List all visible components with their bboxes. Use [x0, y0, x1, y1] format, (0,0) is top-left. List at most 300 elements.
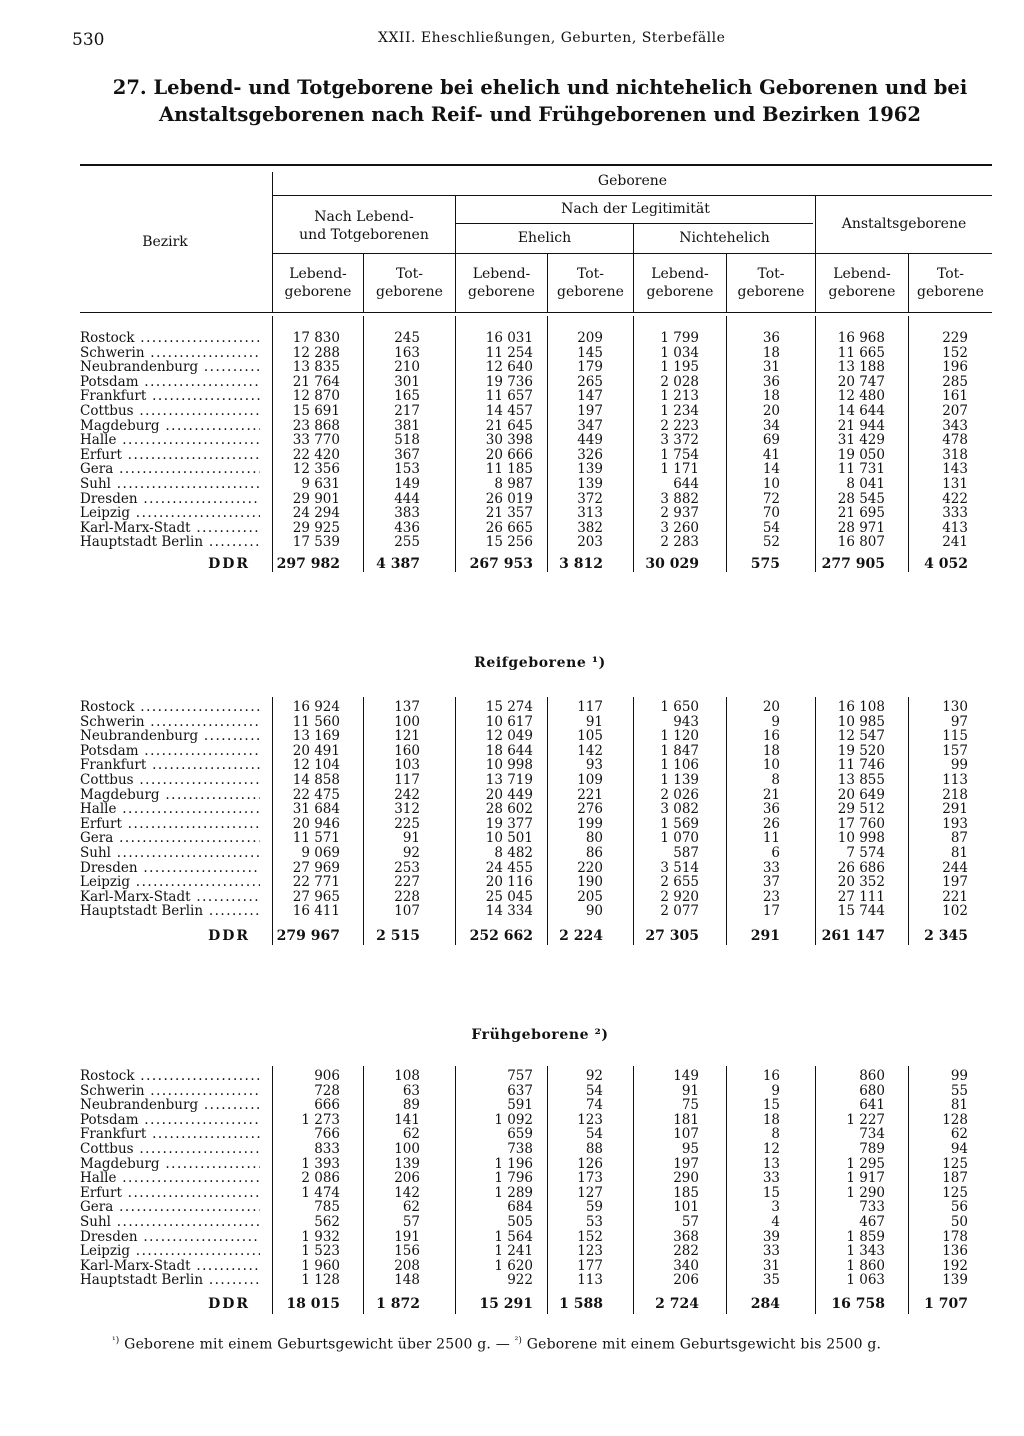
- table-cell: 80: [585, 830, 603, 846]
- table-cell: 99: [950, 1068, 968, 1084]
- total-cell: 261 147: [821, 928, 885, 944]
- table-cell: 12 480: [837, 388, 885, 404]
- table-cell: 1 523: [301, 1243, 340, 1259]
- table-cell: 21 357: [485, 505, 533, 521]
- table-cell: 50: [950, 1214, 968, 1230]
- table-cell: 285: [942, 374, 968, 390]
- table-row: [0, 1069, 1024, 1084]
- table-row: [0, 729, 1024, 744]
- table-cell: 229: [942, 330, 968, 346]
- table-cell: 15 274: [485, 699, 533, 715]
- table-cell: 103: [394, 757, 420, 773]
- table-cell: 860: [859, 1068, 885, 1084]
- table-cell: 197: [577, 403, 603, 419]
- table-cell: 2 026: [660, 787, 699, 803]
- table-cell: 10 998: [485, 757, 533, 773]
- table-cell: 63: [402, 1083, 420, 1099]
- table-cell: 123: [577, 1243, 603, 1259]
- table-cell: 142: [394, 1185, 420, 1201]
- table-cell: 161: [942, 388, 968, 404]
- table-cell: 326: [577, 447, 603, 463]
- table-cell: 1 227: [846, 1112, 885, 1128]
- table-cell: 14 858: [292, 772, 340, 788]
- table-cell: 33: [762, 860, 780, 876]
- table-cell: 100: [394, 1141, 420, 1157]
- table-cell: 90: [585, 903, 603, 919]
- table-cell: 1 917: [846, 1170, 885, 1186]
- table-row: [0, 1200, 1024, 1215]
- table-cell: 128: [942, 1112, 968, 1128]
- header-nach-lebend-line2: und Totgeborenen: [299, 227, 429, 243]
- table-cell: 347: [577, 418, 603, 434]
- header-nach-lebend-line1: Nach Lebend-: [314, 209, 414, 225]
- header-ehelich: Ehelich: [517, 230, 572, 246]
- table-row: [0, 433, 1024, 448]
- total-label: DDR: [208, 1296, 250, 1312]
- table-cell: 8 482: [494, 845, 533, 861]
- table-cell: 1 290: [846, 1185, 885, 1201]
- table-cell: 2 920: [660, 889, 699, 905]
- table-cell: 1 474: [301, 1185, 340, 1201]
- table-cell: 3: [771, 1199, 780, 1215]
- bezirk-name: Cottbus .....: [80, 404, 260, 419]
- bezirk-name: Potsdam .....: [80, 1113, 260, 1128]
- table-cell: 637: [507, 1083, 533, 1099]
- table-cell: 75: [681, 1097, 699, 1113]
- table-cell: 7 574: [846, 845, 885, 861]
- table-cell: 17 760: [837, 816, 885, 832]
- total-cell: 2 224: [559, 928, 603, 944]
- total-cell: 2 345: [924, 928, 968, 944]
- table-cell: 39: [762, 1229, 780, 1245]
- table-cell: 12 547: [837, 728, 885, 744]
- table-cell: 244: [942, 860, 968, 876]
- header-col-tot-3: [727, 265, 815, 301]
- table-cell: 100: [394, 714, 420, 730]
- table-cell: 191: [394, 1229, 420, 1245]
- table-cell: 113: [942, 772, 968, 788]
- table-cell: 70: [762, 505, 780, 521]
- table-cell: 12 870: [292, 388, 340, 404]
- table-cell: 22 771: [292, 874, 340, 890]
- table-cell: 109: [577, 772, 603, 788]
- table-cell: 253: [394, 860, 420, 876]
- header-lebend-text: Lebend-: [651, 266, 709, 282]
- table-cell: 1 564: [494, 1229, 533, 1245]
- table-cell: 290: [673, 1170, 699, 1186]
- table-cell: 157: [942, 743, 968, 759]
- table-cell: 3 260: [660, 520, 699, 536]
- bezirk-name: Suhl .....: [80, 477, 260, 492]
- table-cell: 14 644: [837, 403, 885, 419]
- table-cell: 1 070: [660, 830, 699, 846]
- table-cell: 177: [577, 1258, 603, 1274]
- page-number: 530: [72, 30, 105, 50]
- table-cell: 666: [314, 1097, 340, 1113]
- table-cell: 178: [942, 1229, 968, 1245]
- table-cell: 1 295: [846, 1156, 885, 1172]
- table-cell: 21 944: [837, 418, 885, 434]
- table-cell: 245: [394, 330, 420, 346]
- bezirk-name: Karl-Marx-Stadt .....: [80, 521, 260, 536]
- table-cell: 11 657: [485, 388, 533, 404]
- table-row: [0, 360, 1024, 375]
- header-lebend-text: Lebend-: [472, 266, 531, 282]
- footnote: [112, 1336, 881, 1353]
- table-cell: 1 569: [660, 816, 699, 832]
- table-row: [0, 506, 1024, 521]
- table-cell: 18: [762, 743, 780, 759]
- table-row: [0, 1098, 1024, 1113]
- table-cell: 206: [394, 1170, 420, 1186]
- table-cell: 1 860: [846, 1258, 885, 1274]
- table-cell: 20: [762, 699, 780, 715]
- table-cell: 74: [585, 1097, 603, 1113]
- table-row: [0, 462, 1024, 477]
- table-cell: 17 830: [292, 330, 340, 346]
- table-cell: 117: [577, 699, 603, 715]
- table-cell: 12 288: [292, 345, 340, 361]
- bezirk-name: Leipzig .....: [80, 506, 260, 521]
- table-cell: 28 971: [837, 520, 885, 536]
- table-title-line-1: 27. Lebend- und Totgeborene bei ehelich und nichtehelich Geborenen und bei: [112, 76, 968, 99]
- table-cell: 57: [402, 1214, 420, 1230]
- table-cell: 149: [394, 476, 420, 492]
- table-cell: 28 545: [837, 491, 885, 507]
- table-cell: 139: [577, 461, 603, 477]
- table-cell: 2 028: [660, 374, 699, 390]
- table-cell: 1 128: [301, 1272, 340, 1288]
- table-cell: 16 924: [292, 699, 340, 715]
- table-cell: 1 932: [301, 1229, 340, 1245]
- table-row: [0, 1142, 1024, 1157]
- table-cell: 62: [402, 1199, 420, 1215]
- table-cell: 185: [673, 1185, 699, 1201]
- total-cell: 297 982: [276, 556, 340, 572]
- bezirk-name: Gera .....: [80, 462, 260, 477]
- table-cell: 1 106: [660, 757, 699, 773]
- table-cell: 163: [394, 345, 420, 361]
- table-cell: 518: [394, 432, 420, 448]
- table-cell: 20 352: [837, 874, 885, 890]
- table-cell: 153: [394, 461, 420, 477]
- bezirk-name: Rostock .....: [80, 331, 260, 346]
- table-cell: 478: [942, 432, 968, 448]
- table-cell: 757: [507, 1068, 533, 1084]
- table-cell: 54: [585, 1126, 603, 1142]
- table-cell: 1 171: [660, 461, 699, 477]
- table-cell: 340: [673, 1258, 699, 1274]
- table-cell: 143: [942, 461, 968, 477]
- table-cell: 19 377: [485, 816, 533, 832]
- bezirk-name: Halle .....: [80, 433, 260, 448]
- table-cell: 210: [394, 359, 420, 375]
- table-cell: 179: [577, 359, 603, 375]
- table-cell: 14: [762, 461, 780, 477]
- table-cell: 2 937: [660, 505, 699, 521]
- table-cell: 27 969: [292, 860, 340, 876]
- bezirk-name: Dresden .....: [80, 492, 260, 507]
- table-cell: 16 031: [485, 330, 533, 346]
- header-geborene: Geborene: [597, 173, 668, 189]
- table-cell: 187: [942, 1170, 968, 1186]
- table-cell: 11 254: [485, 345, 533, 361]
- bezirk-name: Leipzig .....: [80, 875, 260, 890]
- header-top-rule: [80, 164, 992, 166]
- table-cell: 209: [577, 330, 603, 346]
- table-cell: 1 960: [301, 1258, 340, 1274]
- table-cell: 383: [394, 505, 420, 521]
- table-cell: 21 695: [837, 505, 885, 521]
- header-rule-geborene: [272, 195, 992, 196]
- bezirk-name: Karl-Marx-Stadt .....: [80, 890, 260, 905]
- table-cell: 728: [314, 1083, 340, 1099]
- table-cell: 31: [762, 1258, 780, 1274]
- table-cell: 785: [314, 1199, 340, 1215]
- table-cell: 1 241: [494, 1243, 533, 1259]
- table-cell: 181: [673, 1112, 699, 1128]
- header-tot-text: geborene: [376, 284, 443, 300]
- table-row: [0, 831, 1024, 846]
- bezirk-name: Erfurt .....: [80, 1186, 260, 1201]
- table-cell: 91: [585, 714, 603, 730]
- header-lebend-text: geborene: [646, 284, 714, 300]
- table-cell: 33: [762, 1243, 780, 1259]
- bezirk-name: Frankfurt .....: [80, 758, 260, 773]
- table-cell: 148: [394, 1272, 420, 1288]
- header-tot-text: Tot-: [395, 266, 424, 282]
- header-anstaltsgeborene: Anstaltsgeborene: [841, 216, 967, 232]
- total-cell: 1 588: [559, 1296, 603, 1312]
- table-cell: 1 092: [494, 1112, 533, 1128]
- table-cell: 1 034: [660, 345, 699, 361]
- table-cell: 28 602: [485, 801, 533, 817]
- table-cell: 17 539: [292, 534, 340, 550]
- table-cell: 57: [681, 1214, 699, 1230]
- table-cell: 3 082: [660, 801, 699, 817]
- table-cell: 2 655: [660, 874, 699, 890]
- total-cell: 15 291: [479, 1296, 533, 1312]
- table-cell: 218: [942, 787, 968, 803]
- footnote-text-1: Geborene mit einem Geburtsgewicht über 2500 g. —: [119, 1336, 515, 1353]
- table-cell: 11 571: [292, 830, 340, 846]
- bezirk-name: Halle .....: [80, 1171, 260, 1186]
- table-row: [0, 758, 1024, 773]
- table-cell: 16 968: [837, 330, 885, 346]
- table-cell: 313: [577, 505, 603, 521]
- table-cell: 659: [507, 1126, 533, 1142]
- table-cell: 242: [394, 787, 420, 803]
- table-cell: 562: [314, 1214, 340, 1230]
- bezirk-name: Hauptstadt Berlin .....: [80, 904, 260, 919]
- bezirk-name: Cottbus .....: [80, 773, 260, 788]
- table-cell: 906: [314, 1068, 340, 1084]
- table-cell: 18: [762, 345, 780, 361]
- header-col-tot-2: [548, 265, 633, 301]
- table-cell: 26: [762, 816, 780, 832]
- table-cell: 33: [762, 1170, 780, 1186]
- total-cell: 279 967: [276, 928, 340, 944]
- table-cell: 333: [942, 505, 968, 521]
- table-cell: 265: [577, 374, 603, 390]
- table-cell: 23: [762, 889, 780, 905]
- table-cell: 81: [950, 845, 968, 861]
- table-row: [0, 773, 1024, 788]
- bezirk-name: Rostock .....: [80, 1069, 260, 1084]
- table-cell: 276: [577, 801, 603, 817]
- table-cell: 9 631: [301, 476, 340, 492]
- total-cell: 3 812: [559, 556, 603, 572]
- bezirk-name: Hauptstadt Berlin .....: [80, 1273, 260, 1288]
- table-cell: 1 796: [494, 1170, 533, 1186]
- table-cell: 4: [771, 1214, 780, 1230]
- table-cell: 36: [762, 374, 780, 390]
- total-cell: 16 758: [831, 1296, 885, 1312]
- total-cell: 267 953: [469, 556, 533, 572]
- table-cell: 149: [673, 1068, 699, 1084]
- bezirk-name: Magdeburg .....: [80, 419, 260, 434]
- table-cell: 1 847: [660, 743, 699, 759]
- header-nach-lebend: [273, 208, 455, 244]
- table-cell: 591: [507, 1097, 533, 1113]
- table-cell: 10: [762, 476, 780, 492]
- bezirk-name: Neubrandenburg .....: [80, 360, 260, 375]
- table-cell: 368: [673, 1229, 699, 1245]
- bezirk-name: Rostock .....: [80, 700, 260, 715]
- table-cell: 115: [942, 728, 968, 744]
- table-cell: 24 294: [292, 505, 340, 521]
- table-cell: 684: [507, 1199, 533, 1215]
- bezirk-name: Schwerin .....: [80, 715, 260, 730]
- bezirk-name: Potsdam .....: [80, 744, 260, 759]
- table-cell: 1 063: [846, 1272, 885, 1288]
- total-cell: 277 905: [821, 556, 885, 572]
- header-rule-subgroups: [272, 253, 992, 254]
- table-cell: 20 747: [837, 374, 885, 390]
- table-cell: 766: [314, 1126, 340, 1142]
- table-row: [0, 404, 1024, 419]
- table-cell: 173: [577, 1170, 603, 1186]
- bezirk-name: Magdeburg .....: [80, 788, 260, 803]
- table-cell: 56: [950, 1199, 968, 1215]
- table-cell: 372: [577, 491, 603, 507]
- footnote-marker-1: ¹): [112, 1336, 120, 1346]
- table-cell: 137: [394, 699, 420, 715]
- table-cell: 467: [859, 1214, 885, 1230]
- table-cell: 255: [394, 534, 420, 550]
- table-cell: 29 512: [837, 801, 885, 817]
- table-cell: 2 086: [301, 1170, 340, 1186]
- table-cell: 10 501: [485, 830, 533, 846]
- table-cell: 15 256: [485, 534, 533, 550]
- table-cell: 13 855: [837, 772, 885, 788]
- table-cell: 37: [762, 874, 780, 890]
- table-cell: 203: [577, 534, 603, 550]
- table-cell: 22 420: [292, 447, 340, 463]
- table-cell: 1 273: [301, 1112, 340, 1128]
- header-rule-legitimitaet: [455, 223, 813, 224]
- table-cell: 102: [942, 903, 968, 919]
- table-cell: 15 691: [292, 403, 340, 419]
- table-cell: 16 108: [837, 699, 885, 715]
- total-label: DDR: [208, 556, 250, 572]
- table-cell: 107: [673, 1126, 699, 1142]
- table-cell: 8: [771, 1126, 780, 1142]
- bezirk-name: Hauptstadt Berlin .....: [80, 535, 260, 550]
- table-cell: 147: [577, 388, 603, 404]
- table-cell: 156: [394, 1243, 420, 1259]
- table-cell: 220: [577, 860, 603, 876]
- bezirk-name: Suhl .....: [80, 1215, 260, 1230]
- table-row: [0, 904, 1024, 919]
- bezirk-name: Suhl .....: [80, 846, 260, 861]
- table-cell: 922: [507, 1272, 533, 1288]
- table-cell: 87: [950, 830, 968, 846]
- table-cell: 89: [402, 1097, 420, 1113]
- table-row: [0, 1273, 1024, 1288]
- table-cell: 1 196: [494, 1156, 533, 1172]
- table-cell: 1 289: [494, 1185, 533, 1201]
- bezirk-name: Cottbus .....: [80, 1142, 260, 1157]
- table-cell: 20 946: [292, 816, 340, 832]
- header-lebend-text: Lebend-: [289, 266, 347, 282]
- table-cell: 27 965: [292, 889, 340, 905]
- table-cell: 125: [942, 1156, 968, 1172]
- table-cell: 15: [762, 1185, 780, 1201]
- table-cell: 282: [673, 1243, 699, 1259]
- table-cell: 449: [577, 432, 603, 448]
- table-cell: 16: [762, 728, 780, 744]
- table-row: [0, 700, 1024, 715]
- bezirk-name: Erfurt .....: [80, 448, 260, 463]
- table-cell: 2 077: [660, 903, 699, 919]
- table-cell: 123: [577, 1112, 603, 1128]
- table-cell: 8 041: [846, 476, 885, 492]
- table-cell: 25 045: [485, 889, 533, 905]
- bezirk-name: Karl-Marx-Stadt .....: [80, 1259, 260, 1274]
- table-cell: 1 620: [494, 1258, 533, 1274]
- table-cell: 126: [577, 1156, 603, 1172]
- table-cell: 505: [507, 1214, 533, 1230]
- total-row: [0, 929, 1024, 944]
- table-row: [0, 875, 1024, 890]
- table-cell: 52: [762, 534, 780, 550]
- table-row: [0, 535, 1024, 550]
- table-cell: 35: [762, 1272, 780, 1288]
- table-cell: 127: [577, 1185, 603, 1201]
- table-cell: 139: [577, 476, 603, 492]
- table-cell: 11 560: [292, 714, 340, 730]
- table-cell: 27 111: [837, 889, 885, 905]
- header-col-lebend-3: [634, 265, 726, 301]
- footnote-text-2: Geborene mit einem Geburtsgewicht bis 2500 g.: [522, 1336, 882, 1353]
- table-cell: 11 185: [485, 461, 533, 477]
- table-cell: 93: [585, 757, 603, 773]
- table-cell: 20 449: [485, 787, 533, 803]
- table-cell: 91: [402, 830, 420, 846]
- table-cell: 436: [394, 520, 420, 536]
- table-cell: 8 987: [494, 476, 533, 492]
- table-cell: 53: [585, 1214, 603, 1230]
- table-cell: 31: [762, 359, 780, 375]
- table-cell: 95: [681, 1141, 699, 1157]
- total-cell: 4 052: [924, 556, 968, 572]
- table-row: [0, 477, 1024, 492]
- table-row: [0, 1215, 1024, 1230]
- table-cell: 81: [950, 1097, 968, 1113]
- table-cell: 31 684: [292, 801, 340, 817]
- table-cell: 192: [942, 1258, 968, 1274]
